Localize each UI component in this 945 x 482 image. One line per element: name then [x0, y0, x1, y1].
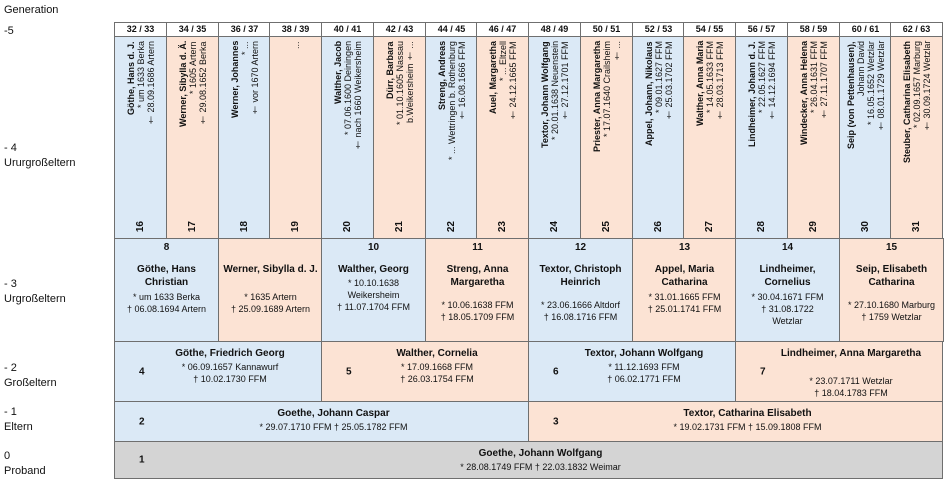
ancestor-line: * 1605 Artern — [187, 41, 198, 94]
ancestor-line: † 16.08.1666 FFM — [456, 41, 467, 120]
gen-label-top: 0 — [4, 450, 11, 462]
ancestor-number: 16 — [134, 220, 146, 232]
ancestor-cell-gen4 — [114, 36, 167, 239]
ancestor-line: † 28.03.1713 FFM — [714, 41, 725, 120]
ancestor-line: † 29.08.1652 Berka — [197, 41, 208, 125]
ancestor-text — [644, 41, 674, 216]
ancestor-number: 13 — [678, 242, 691, 253]
ancestor-name: Seip (von Pettenhausen), — [845, 41, 856, 149]
ancestor-line: † 25.03.1702 FFM — [663, 41, 674, 120]
gen-label-4 — [4, 142, 76, 170]
ancestor-number: 26 — [652, 220, 664, 232]
ancestor-name: Lindheimer, Johann d. J. — [746, 41, 757, 147]
ancestor-line: † 10.02.1730 FFM — [193, 374, 267, 384]
ancestor-cell-gen2 — [735, 341, 943, 402]
ancestor-cell-gen4 — [580, 36, 633, 239]
ancestor-text — [126, 41, 156, 216]
header-cell: 60 / 61 — [839, 22, 892, 37]
ancestor-cell-gen4 — [787, 36, 840, 239]
gen-label-0 — [4, 450, 46, 478]
ancestor-name: Windecker, Anna Helena — [798, 41, 809, 146]
ancestor-cell-gen4 — [218, 36, 271, 239]
gen-label-top: - 2 — [4, 362, 17, 374]
ancestor-line: * 31.01.1665 FFM — [648, 292, 721, 302]
header-cell: 54 / 55 — [683, 22, 736, 37]
ancestor-cell-gen4 — [321, 36, 374, 239]
ancestor-name: Textor, Catharina Elisabeth — [683, 408, 812, 419]
ancestor-line: * 16.05.1652 Wetzlar — [865, 41, 876, 125]
gen-label-3 — [4, 278, 66, 306]
ancestor-name: Textor, Christoph Heinrich — [539, 264, 622, 288]
ancestor-cell-gen3 — [839, 238, 944, 342]
ancestor-name: Seip, Elisabeth Catharina — [855, 264, 928, 288]
ancestor-line: * 10.10.1638 — [347, 278, 400, 288]
ancestor-name: Walther, Cornelia — [396, 348, 478, 359]
ancestor-number: 25 — [600, 220, 612, 232]
ancestor-number: 7 — [760, 366, 766, 377]
ancestor-cell-gen1 — [114, 401, 529, 442]
gen-label-1 — [4, 406, 33, 434]
ancestor-name: Appel, Johann, Nikolaus — [643, 41, 654, 146]
ancestor-text — [799, 41, 829, 216]
ancestor-name: Textor, Johann Wolfgang — [584, 348, 704, 359]
ancestor-cell-gen3 — [321, 238, 426, 342]
ancestor-line: * 23.07.1711 Wetzlar — [809, 376, 893, 386]
ancestor-number: 21 — [393, 220, 405, 232]
ancestor-line: * 10.06.1638 FFM — [441, 300, 514, 310]
ancestor-line: † 25.01.1741 FFM — [647, 304, 722, 314]
gen-label-2 — [4, 362, 57, 390]
ancestor-number: 5 — [346, 366, 352, 377]
ancestor-number: 14 — [781, 242, 794, 253]
ancestor-line: * 30.04.1671 FFM — [751, 292, 824, 302]
ancestor-text — [695, 41, 725, 216]
ancestor-text — [333, 41, 363, 216]
header-cell: 44 / 45 — [425, 22, 478, 37]
ancestor-cell-gen3 — [425, 238, 530, 342]
ancestor-number: 31 — [910, 220, 922, 232]
ancestor-cell-gen4 — [269, 36, 322, 239]
ancestor-cell-gen3 — [114, 238, 219, 342]
ancestor-line: † 18.04.1783 FFM — [814, 388, 888, 398]
ancestor-text — [747, 41, 777, 216]
ancestor-line: † 26.03.1754 FFM — [400, 374, 474, 384]
ancestor-text — [291, 41, 301, 216]
ancestor-name: Textor, Johann Wolfgang — [539, 41, 550, 148]
ancestor-cell-gen3 — [528, 238, 633, 342]
ancestor-line: * 11.12.1693 FFM — [608, 362, 680, 372]
ancestor-number: 11 — [472, 242, 483, 253]
ancestor-line: b.Weikersheim † ... — [404, 41, 415, 123]
ancestor-line: * 27.10.1680 Marburg — [847, 300, 936, 310]
header-cell: 42 / 43 — [373, 22, 426, 37]
gen-label-top: - 1 — [4, 406, 17, 418]
ancestor-line: Johann David — [855, 41, 866, 97]
ancestor-name: Appel, Maria Catharina — [654, 264, 715, 288]
gen-label-bottom: Eltern — [4, 421, 33, 433]
ancestor-line: † 27.12.1701 FFM — [559, 41, 570, 120]
header-cell: 50 / 51 — [580, 22, 633, 37]
header-cell: 38 / 39 — [269, 22, 322, 37]
ancestor-name: Walther, Georg — [338, 264, 409, 275]
ancestor-number: 12 — [574, 242, 587, 253]
ancestor-line: † 16.08.1716 FFM — [543, 312, 618, 322]
ancestor-line: Weikersheim — [347, 290, 400, 300]
ancestor-name: Göthe, Hans d. J. — [125, 41, 136, 115]
ancestor-name: Walther, Jacob — [332, 41, 343, 105]
ancestor-number: 29 — [807, 220, 819, 232]
gen-label-bottom: Urgroßeltern — [4, 293, 66, 305]
gen-label-top: - 4 — [4, 142, 17, 154]
ancestor-name: Streng, Anna Margaretha — [446, 264, 509, 288]
ancestor-text — [437, 41, 467, 216]
ancestor-name: Lindheimer, Cornelius — [759, 264, 816, 288]
gen-label-bottom: Proband — [4, 465, 46, 477]
ancestor-line: † nach 1660 Weikersheim — [352, 41, 363, 150]
ancestor-line: † 11.07.1704 FFM — [337, 302, 410, 312]
ancestor-number: 27 — [703, 220, 715, 232]
ancestor-line: * 17.09.1668 FFM — [400, 362, 474, 372]
ancestor-number: 6 — [553, 366, 559, 377]
ancestor-cell-gen4 — [476, 36, 529, 239]
ancestor-number: 20 — [341, 220, 353, 232]
header-cell: 36 / 37 — [218, 22, 271, 37]
ancestor-text — [385, 41, 415, 216]
ancestor-text — [902, 41, 932, 216]
ancestor-cell-gen4 — [166, 36, 219, 239]
ancestor-text — [846, 41, 886, 216]
ancestor-text — [540, 41, 570, 216]
ancestor-line: * 23.06.1666 Altdorf — [540, 300, 621, 310]
ancestor-name: Goethe, Johann Caspar — [277, 408, 390, 419]
header-cell: 52 / 53 — [632, 22, 685, 37]
header-cell: 58 / 59 — [787, 22, 840, 37]
ancestor-number: 2 — [139, 416, 145, 427]
ancestor-name: Auel, Margaretha — [487, 41, 498, 115]
gen-label-5 — [4, 4, 58, 38]
ancestor-cell-gen4 — [890, 36, 943, 239]
gen-label-bottom: Ururgroßeltern — [4, 157, 76, 169]
ancestor-number: 28 — [755, 220, 767, 232]
ancestor-name: Werner, Sibylla d. J. — [223, 264, 318, 275]
ancestor-cell-gen2 — [321, 341, 529, 402]
ancestor-cell-gen4 — [528, 36, 581, 239]
ancestor-line: † 30.09.1724 Wetzlar — [921, 41, 932, 132]
ancestor-number: 23 — [496, 220, 508, 232]
ancestor-line: † 18.05.1709 FFM — [440, 312, 515, 322]
ancestor-name: Göthe, Friedrich Georg — [175, 348, 285, 359]
ancestor-line: * 1635 Artern — [244, 292, 297, 302]
header-cell: 56 / 57 — [735, 22, 788, 37]
ancestor-cell-gen4 — [839, 36, 892, 239]
gen-label-bottom: Großeltern — [4, 377, 57, 389]
ancestor-number: 8 — [163, 242, 170, 253]
ancestor-line: † 28.09.1686 Artern — [145, 41, 156, 126]
ancestor-line: * 26.04.1631 FFM — [808, 41, 819, 114]
ancestor-text — [488, 41, 518, 216]
ancestor-number: 10 — [367, 242, 380, 253]
ancestor-line: * ... Eltzell — [497, 41, 508, 82]
proband-number: 1 — [139, 454, 145, 466]
ancestor-line: * 19.02.1731 FFM † 15.09.1808 FFM — [673, 422, 822, 432]
ancestor-name: Walther, Anna Maria — [694, 41, 705, 127]
ancestor-line: * 01.10.1605 Nassau — [394, 41, 405, 126]
ancestor-number: 24 — [548, 220, 560, 232]
gen-label-bottom: -5 — [4, 25, 14, 37]
gen-label-top: Generation — [4, 4, 59, 16]
ancestor-number: 15 — [885, 242, 898, 253]
ancestor-line: * 17.07.1640 Crailsheim — [601, 41, 612, 138]
ancestor-cell-gen3 — [632, 238, 737, 342]
header-cell: 62 / 63 — [890, 22, 943, 37]
ancestor-name: Göthe, Hans Christian — [137, 264, 196, 288]
ancestor-number: 18 — [238, 220, 250, 232]
ancestor-cell-gen2 — [528, 341, 736, 402]
ancestor-line: † vor 1670 Artern — [249, 41, 260, 116]
header-cell: 40 / 41 — [321, 22, 374, 37]
ancestor-line: * 22.05.1627 FFM — [756, 41, 767, 114]
ancestor-cell-gen4 — [373, 36, 426, 239]
gen-label-top: - 3 — [4, 278, 17, 290]
ancestor-line: * 06.09.1657 Kannawurf — [181, 362, 279, 372]
ancestor-line: * 20.01.1638 Neuenstein — [549, 41, 560, 141]
ancestor-cell-gen4 — [632, 36, 685, 239]
ancestor-number: 30 — [859, 220, 871, 232]
ancestor-cell-gen4 — [425, 36, 478, 239]
ancestor-line: * 02.09.1657 Marburg — [911, 41, 922, 129]
ancestor-number: 4 — [139, 366, 145, 377]
ancestor-name: Werner, Johannes — [229, 41, 240, 119]
ancestor-number: 17 — [186, 220, 198, 232]
ancestor-line: † 27.11.1707 FFM — [818, 41, 829, 119]
ancestor-line: † 08.01.1729 Wetzlar — [875, 41, 886, 132]
ancestor-text — [592, 41, 622, 216]
ancestor-name: Steuber, Catharina Elisabeth — [901, 41, 912, 164]
ancestor-line: * um 1633 Berka — [135, 41, 146, 109]
ancestor-line: * ... — [239, 41, 250, 55]
ancestor-line: * um 1633 Berka — [132, 292, 201, 302]
proband-name: Goethe, Johann Wolfgang — [478, 448, 603, 459]
ancestor-line: † 31.08.1722 — [761, 304, 814, 314]
header-cell: 34 / 35 — [166, 22, 219, 37]
ancestor-number: 22 — [445, 220, 457, 232]
ancestor-cell-gen3 — [735, 238, 840, 342]
proband-cell — [114, 441, 943, 479]
ancestor-text — [178, 41, 208, 216]
ancestor-line: * 14.05.1633 FFM — [704, 41, 715, 114]
ancestor-line: * 07.06.1600 Deiningen — [342, 41, 353, 136]
ancestor-line: † 14.12.1694 FFM — [766, 41, 777, 120]
ancestor-line: Wetzlar — [772, 316, 803, 326]
ancestor-line: † 25.09.1689 Artern — [230, 304, 311, 314]
ancestor-line: † 06.08.1694 Artern — [126, 304, 207, 314]
ancestor-line: † ... — [611, 41, 622, 62]
ancestor-line: * 29.07.1710 FFM † 25.05.1782 FFM — [259, 422, 408, 432]
header-cell: 46 / 47 — [476, 22, 529, 37]
ancestor-name: Priester, Anna Margaretha — [591, 41, 602, 153]
proband-line: * 28.08.1749 FFM † 22.03.1832 Weimar — [460, 462, 621, 472]
ancestor-line: * ... Wettringen b. Rothenburg — [446, 41, 457, 160]
ancestor-cell-gen2 — [114, 341, 322, 402]
ancestor-name: Lindheimer, Anna Margaretha — [780, 348, 922, 359]
ancestor-name: Dürr, Barbara — [384, 41, 395, 99]
ancestor-line: ... — [290, 41, 301, 49]
ancestor-name: Streng, Andreas — [436, 41, 447, 111]
ancestor-cell-gen4 — [735, 36, 788, 239]
ancestor-line: † 1759 Wetzlar — [861, 312, 922, 322]
ancestor-cell-gen4 — [683, 36, 736, 239]
ancestor-text — [230, 41, 260, 216]
header-cell: 32 / 33 — [114, 22, 167, 37]
ancestor-name: Werner, Sibylla d. Ä. — [177, 41, 188, 128]
ancestor-cell-gen3 — [218, 238, 323, 342]
header-cell: 48 / 49 — [528, 22, 581, 37]
ancestor-line: † 24.12.1665 FFM — [507, 41, 518, 120]
ancestor-line: † 06.02.1771 FFM — [607, 374, 681, 384]
ancestor-number: 19 — [289, 220, 301, 232]
ancestor-line: * 09.01.1627 FFM — [653, 41, 664, 114]
ancestor-number: 3 — [553, 416, 559, 427]
ancestor-cell-gen1 — [528, 401, 943, 442]
